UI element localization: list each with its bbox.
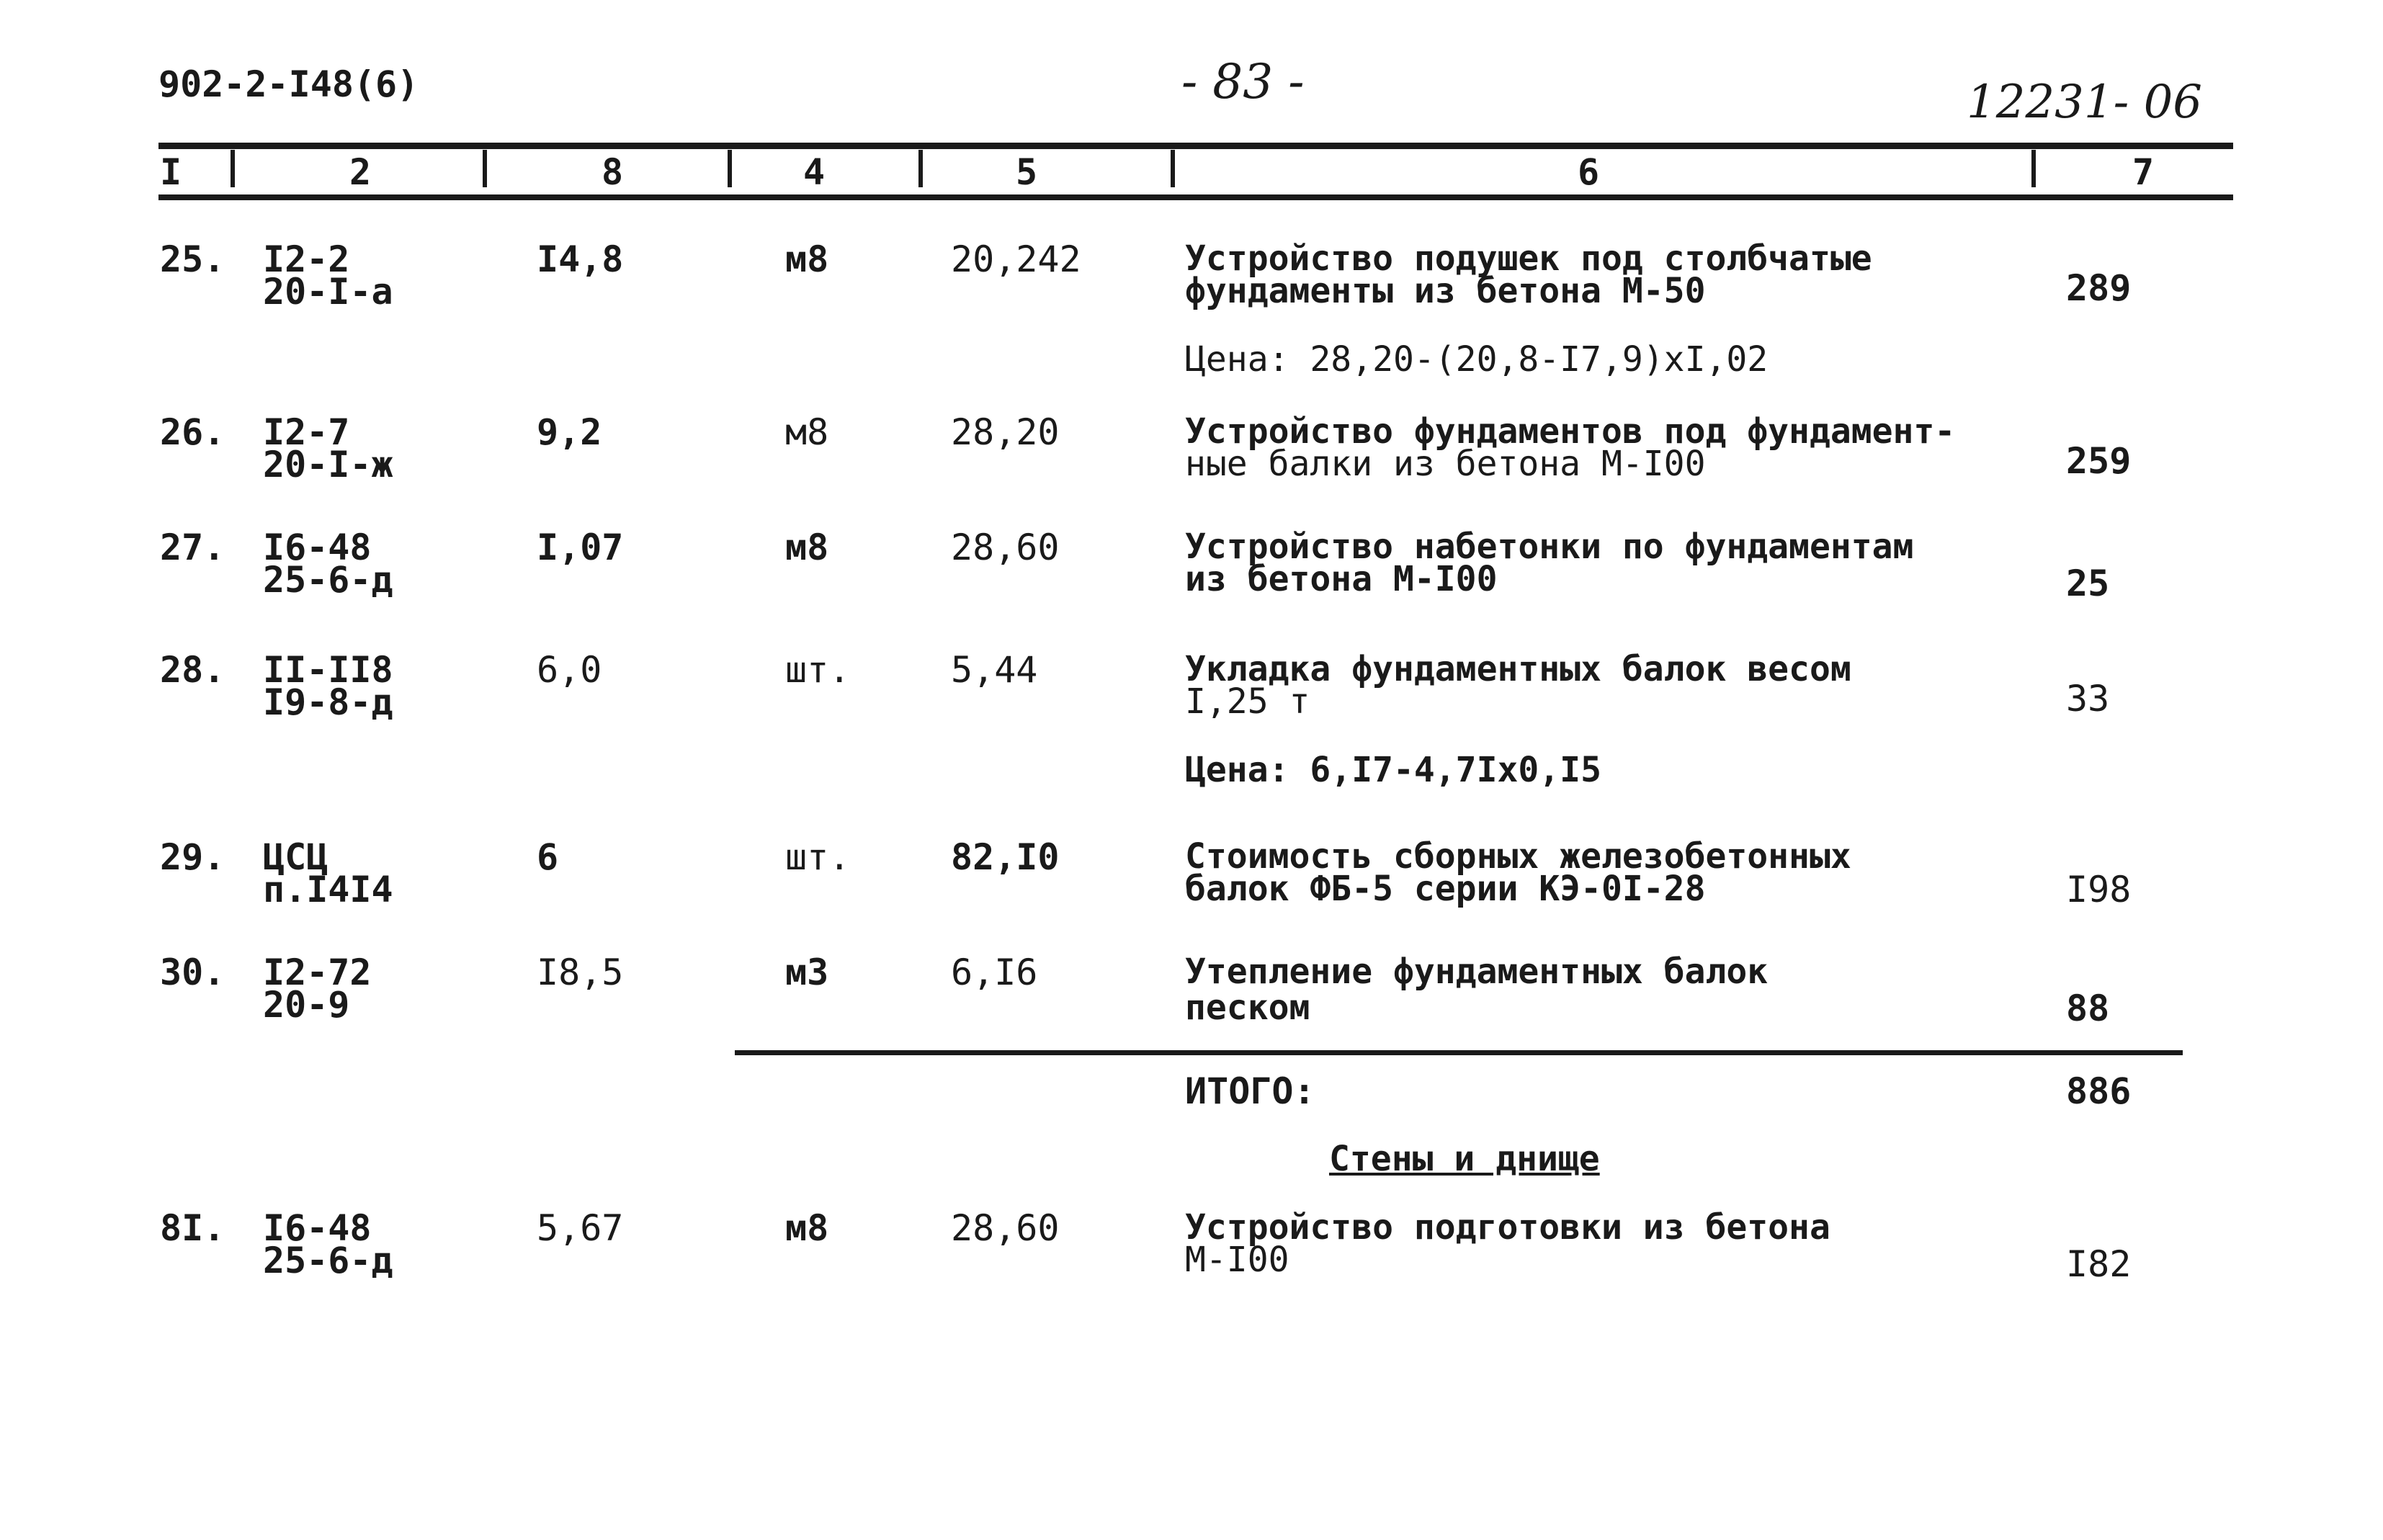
archive-number: 12231- 06 bbox=[1967, 76, 2202, 129]
row-price: 5,44 bbox=[951, 649, 1038, 691]
row-sum: I98 bbox=[2066, 869, 2132, 910]
total-value: 886 bbox=[2066, 1070, 2132, 1112]
row-code-top: I2-72 bbox=[263, 952, 372, 993]
row-unit: шт. bbox=[785, 836, 851, 878]
row-unit: шт. bbox=[785, 649, 851, 691]
row-quantity: 6,0 bbox=[537, 649, 602, 691]
row-price: 28,20 bbox=[951, 411, 1060, 453]
row-quantity: 9,2 bbox=[537, 411, 602, 453]
column-header-3: 8 bbox=[602, 151, 624, 193]
row-price: 28,60 bbox=[951, 527, 1060, 568]
row-quantity: I,07 bbox=[537, 527, 624, 568]
row-unit: м8 bbox=[785, 1207, 829, 1249]
column-header-5: 5 bbox=[1016, 151, 1038, 193]
row-sum: I82 bbox=[2066, 1243, 2132, 1285]
row-code-top: I6-48 bbox=[263, 1207, 372, 1249]
row-unit: м8 bbox=[785, 238, 829, 280]
row-price-note: Цена: 28,20-(20,8-I7,9)xI,02 bbox=[1185, 339, 1769, 380]
row-sum: 25 bbox=[2066, 563, 2110, 604]
row-description-line1: Утепление фундаментных балок bbox=[1185, 952, 1769, 992]
row-code-bottom: п.I4I4 bbox=[263, 869, 393, 910]
row-quantity: 6 bbox=[537, 836, 559, 878]
row-description-line2: ные балки из бетона М-I00 bbox=[1185, 444, 1706, 484]
row-description-line2: фундаменты из бетона М-50 bbox=[1185, 271, 1706, 311]
row-sum: 33 bbox=[2066, 678, 2110, 720]
row-description-line1: Стоимость сборных железобетонных bbox=[1185, 836, 1851, 877]
row-description-line1: Устройство подготовки из бетона bbox=[1185, 1207, 1830, 1248]
row-code-top: II-II8 bbox=[263, 649, 393, 691]
row-quantity: I4,8 bbox=[537, 238, 624, 280]
column-header-1: I bbox=[160, 151, 182, 193]
row-sum: 259 bbox=[2066, 440, 2132, 482]
row-number: 29. bbox=[160, 836, 225, 878]
row-unit: м8 bbox=[785, 411, 829, 453]
row-code-bottom: I9-8-д bbox=[263, 681, 393, 723]
column-separator bbox=[918, 150, 923, 187]
row-sum: 289 bbox=[2066, 267, 2132, 309]
row-code-bottom: 25-6-д bbox=[263, 1240, 393, 1281]
row-number: 8I. bbox=[160, 1207, 225, 1249]
row-number: 27. bbox=[160, 527, 225, 568]
row-sum: 88 bbox=[2066, 988, 2110, 1029]
row-description-line1: Устройство фундаментов под фундамент- bbox=[1185, 411, 1956, 452]
row-description-line1: Укладка фундаментных балок весом bbox=[1185, 649, 1851, 689]
column-separator bbox=[1171, 150, 1175, 187]
row-number: 26. bbox=[160, 411, 225, 453]
row-price: 82,I0 bbox=[951, 836, 1060, 878]
row-description-line2: из бетона М-I00 bbox=[1185, 559, 1498, 599]
row-number: 30. bbox=[160, 952, 225, 993]
row-unit: м8 bbox=[785, 527, 829, 568]
column-header-6: 6 bbox=[1578, 151, 1600, 193]
row-description-line2: балок ФБ-5 серии КЭ-0I-28 bbox=[1185, 869, 1706, 909]
row-price: 20,242 bbox=[951, 238, 1081, 280]
row-price: 6,I6 bbox=[951, 952, 1038, 993]
total-rule bbox=[735, 1050, 2183, 1055]
row-description-line1: Устройство подушек под столбчатые bbox=[1185, 238, 1872, 279]
row-description-line1: Устройство набетонки по фундаментам bbox=[1185, 527, 1914, 567]
row-description-line2: песком bbox=[1185, 988, 1310, 1028]
row-code-top: ЦСЦ bbox=[263, 836, 328, 878]
row-code-top: I6-48 bbox=[263, 527, 372, 568]
section-title: Стены и днище bbox=[1329, 1139, 1600, 1179]
column-separator bbox=[231, 150, 235, 187]
row-code-bottom: 20-I-a bbox=[263, 271, 393, 313]
total-label: ИТОГО: bbox=[1185, 1070, 1315, 1112]
page-number: - 83 - bbox=[1181, 54, 1305, 109]
row-description-line2: М-I00 bbox=[1185, 1240, 1289, 1280]
row-quantity: I8,5 bbox=[537, 952, 624, 993]
row-price-note: Цена: 6,I7-4,7Ix0,I5 bbox=[1185, 750, 1601, 790]
column-header-2: 2 bbox=[349, 151, 372, 193]
row-description-line2: I,25 т bbox=[1185, 681, 1310, 722]
header-bottom-rule bbox=[158, 194, 2233, 200]
column-header-4: 4 bbox=[803, 151, 826, 193]
row-unit: м3 bbox=[785, 952, 829, 993]
row-code-bottom: 25-6-д bbox=[263, 559, 393, 601]
row-quantity: 5,67 bbox=[537, 1207, 624, 1249]
row-code-top: I2-2 bbox=[263, 238, 350, 280]
row-number: 25. bbox=[160, 238, 225, 280]
column-separator bbox=[728, 150, 732, 187]
column-header-7: 7 bbox=[2132, 151, 2155, 193]
column-separator bbox=[2031, 150, 2036, 187]
row-price: 28,60 bbox=[951, 1207, 1060, 1249]
header-top-rule bbox=[158, 143, 2233, 149]
column-separator bbox=[483, 150, 487, 187]
row-code-bottom: 20-9 bbox=[263, 984, 350, 1026]
row-code-top: I2-7 bbox=[263, 411, 350, 453]
document-code: 902-2-I48(6) bbox=[158, 63, 419, 105]
row-code-bottom: 20-I-ж bbox=[263, 444, 393, 485]
row-number: 28. bbox=[160, 649, 225, 691]
